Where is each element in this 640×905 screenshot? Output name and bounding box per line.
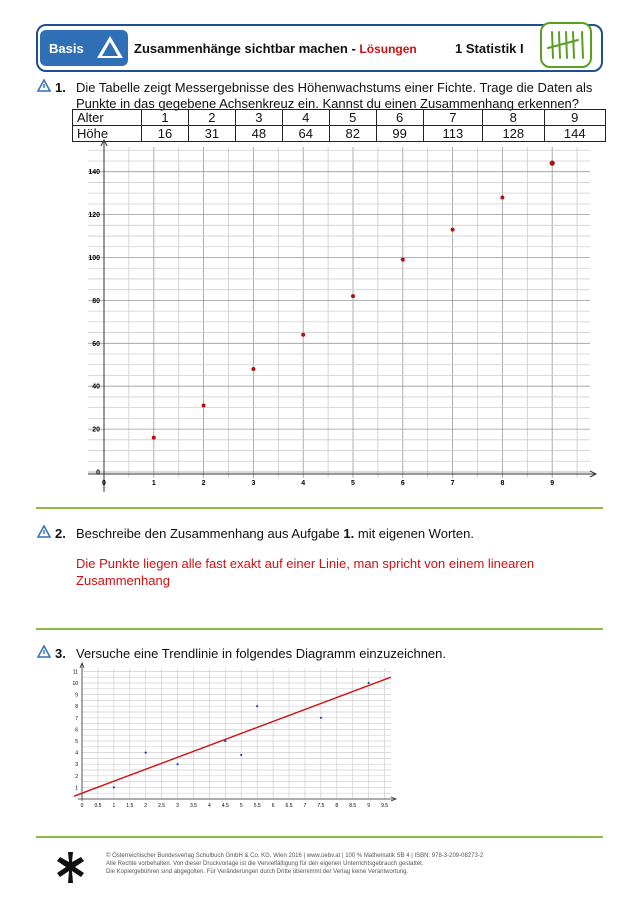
- x-tick-label: 5.5: [253, 803, 261, 809]
- task1-text: Die Tabelle zeigt Messergebnisse des Höhenwachstums einer Fichte. Trage die Daten als Punkte in das gegebene Achsenkreuz ein. Kannst du einen Zusammenhang erkennen?: [76, 80, 593, 111]
- footer-copyright: [106, 852, 483, 876]
- logo-label: Basis: [49, 41, 84, 56]
- data-point: [176, 763, 178, 765]
- age-cell: 4: [282, 110, 329, 126]
- data-point: [145, 752, 147, 754]
- task1-number: 1.: [55, 80, 66, 95]
- section-divider: [36, 836, 603, 838]
- x-tick-label: 7: [303, 803, 307, 809]
- y-tick-label: 9: [75, 692, 78, 699]
- y-tick-label: 100: [88, 255, 100, 262]
- data-point: [368, 682, 370, 684]
- footer-line: © Österreichischer Bundesverlag Schulbuch GmbH & Co. KG, Wien 2016 | www.oebv.at | 100 % Mathematik SB 4 | ISBN: 978-3-209-08273-2: [106, 853, 484, 859]
- height-cell: 31: [188, 126, 235, 142]
- x-tick-label: 4: [208, 803, 211, 809]
- chapter-label: 1 Statistik I: [455, 41, 524, 56]
- x-tick-label: 1: [151, 480, 156, 487]
- x-tick-label: 3: [176, 803, 179, 809]
- y-tick-label: 3: [75, 762, 78, 769]
- age-cell: 9: [544, 110, 606, 126]
- y-tick-label: 11: [72, 669, 78, 676]
- x-tick-label: 8: [500, 480, 505, 487]
- page-title: Zusammenhänge sichtbar machen - Lösungen: [134, 41, 417, 56]
- age-cell: 6: [376, 110, 423, 126]
- x-tick-label: 0.5: [94, 803, 102, 809]
- x-tick-label: 3.5: [189, 803, 197, 809]
- y-tick-label: 40: [92, 383, 100, 391]
- x-tick-label: 9: [367, 803, 371, 809]
- data-point: [113, 786, 115, 788]
- x-tick-label: 2.5: [158, 803, 166, 809]
- y-tick-label: 60: [92, 340, 100, 348]
- y-tick-label: 140: [88, 169, 100, 177]
- x-tick-label: 9.5: [381, 803, 389, 809]
- height-cell: 128: [483, 126, 544, 142]
- x-tick-label: 5: [351, 480, 355, 487]
- x-tick-label: 5: [239, 803, 243, 809]
- height-cell: 144: [544, 126, 606, 142]
- y-tick-label: 20: [92, 426, 100, 434]
- y-tick-label: 7: [75, 715, 78, 722]
- height-cell: 16: [142, 126, 189, 142]
- x-tick-label: 2: [144, 803, 148, 809]
- y-tick-label: 1: [75, 785, 78, 792]
- data-point: [256, 705, 258, 707]
- trendline: [74, 677, 391, 796]
- task2-answer: Die Punkte liegen alle fast exakt auf einer Linie, man spricht von einem linearen Zusammenhang: [76, 556, 535, 588]
- age-cell: 7: [423, 110, 482, 126]
- publisher-logo-icon: [55, 852, 85, 884]
- y-tick-label: 0: [96, 469, 100, 477]
- x-tick-label: 7: [450, 480, 455, 487]
- y-tick-label: 8: [75, 704, 78, 711]
- x-tick-label: 1: [112, 803, 116, 809]
- y-tick-label: 5: [75, 739, 78, 745]
- row-label-age: Alter: [73, 110, 142, 126]
- y-tick-label: 80: [92, 297, 100, 305]
- x-tick-label: 3: [251, 480, 256, 487]
- x-tick-label: 8: [335, 803, 339, 809]
- footer-line: Alle Rechte vorbehalten. Von dieser Druckvorlage ist die Vervielfältigung für den eigenen Unterrichtsgebrauch gestattet.: [106, 861, 424, 867]
- age-cell: 8: [483, 110, 544, 126]
- x-tick-label: 8.5: [349, 803, 357, 809]
- task3-text: Versuche eine Trendlinie in folgendes Diagramm einzuzeichnen.: [76, 646, 446, 661]
- height-cell: 48: [235, 126, 282, 142]
- page-subtitle: Lösungen: [359, 42, 417, 56]
- x-tick-label: 9: [550, 480, 555, 487]
- x-tick-label: 4.5: [221, 803, 229, 809]
- x-tick-label: 6: [271, 803, 275, 809]
- age-cell: 3: [235, 110, 282, 126]
- x-tick-label: 6: [400, 480, 405, 487]
- age-cell: 5: [329, 110, 376, 126]
- x-tick-label: 1.5: [126, 803, 134, 809]
- height-cell: 99: [376, 126, 423, 142]
- x-tick-label: 6.5: [285, 803, 293, 809]
- task2-number: 2.: [55, 526, 66, 541]
- y-tick-label: 10: [72, 681, 78, 687]
- y-tick-label: 6: [75, 727, 78, 734]
- x-tick-label: 0: [102, 480, 106, 487]
- y-tick-label: 120: [88, 212, 100, 220]
- height-cell: 64: [282, 126, 329, 142]
- age-cell: 1: [142, 110, 189, 126]
- task3-number: 3.: [55, 646, 66, 661]
- age-cell: 2: [188, 110, 235, 126]
- task2-text: Beschreibe den Zusammenhang aus Aufgabe 1. mit eigenen Worten.: [76, 526, 474, 541]
- x-tick-label: 7.5: [317, 803, 325, 809]
- y-tick-label: 2: [75, 773, 78, 780]
- footer-line: Die Kopiergebühren sind abgegolten. Für Veränderungen durch Dritte übernimmt der Verlag keine Verantwortung.: [106, 869, 409, 875]
- x-tick-label: 2: [201, 480, 206, 487]
- data-point: [240, 754, 242, 756]
- x-tick-label: 4: [301, 480, 306, 487]
- data-point: [320, 717, 322, 719]
- row-label-height: Höhe: [73, 126, 142, 142]
- y-tick-label: 4: [75, 750, 78, 757]
- height-cell: 113: [423, 126, 482, 142]
- x-tick-label: 0: [80, 803, 84, 809]
- data-point: [224, 740, 226, 742]
- height-cell: 82: [329, 126, 376, 142]
